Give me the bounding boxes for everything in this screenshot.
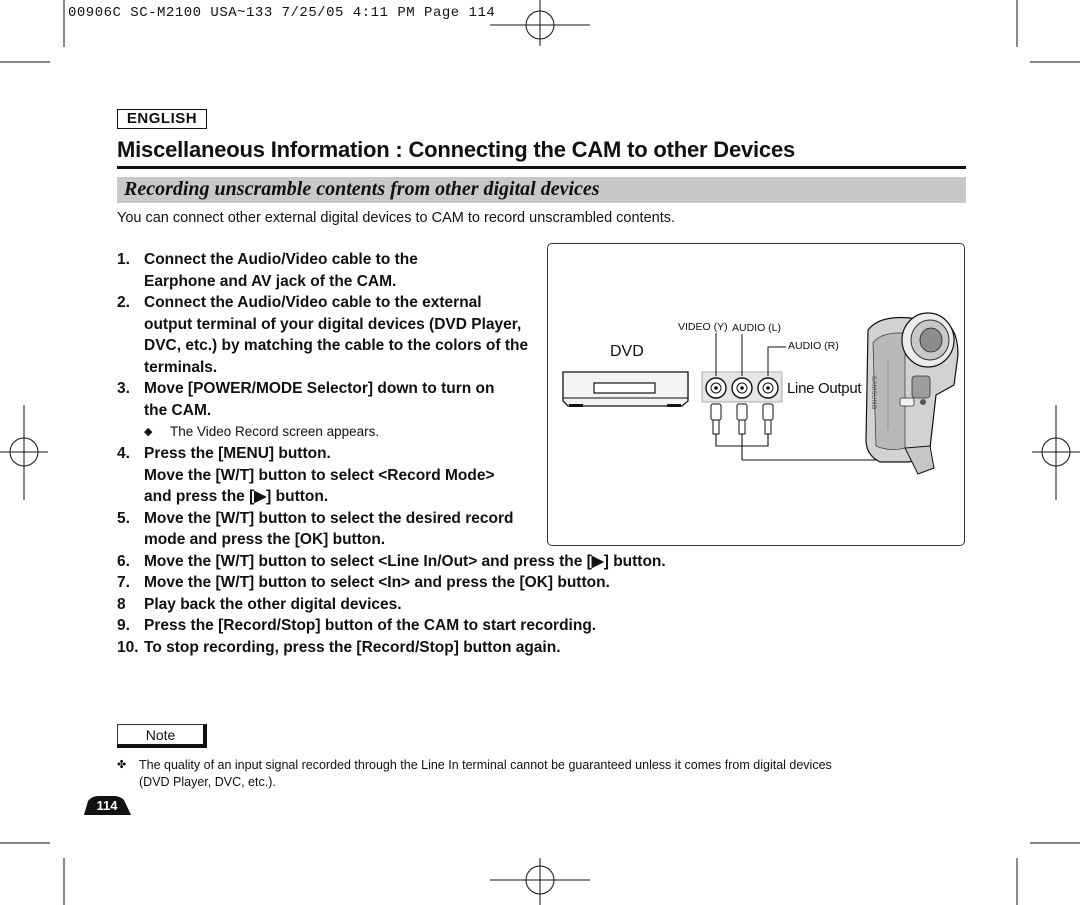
step-text: Press the [Record/Stop] button of the CAM to start recording. <box>144 617 597 634</box>
dvd-label: DVD <box>610 343 644 360</box>
step-sub-text: The Video Record screen appears. <box>170 424 380 439</box>
camcorder-brand-text: SAMSUNG <box>870 376 876 410</box>
step-text: Move the [W/T] button to select <Line In/Out> and press the [▶] button. <box>144 552 666 570</box>
line-output-label: Line Output <box>787 380 862 397</box>
step-text: Play back the other digital devices. <box>144 595 402 613</box>
section-title: Recording unscramble contents from other digital devices <box>124 178 600 200</box>
video-jack-label: VIDEO (Y) <box>678 321 728 333</box>
step-text: the CAM. <box>144 401 212 419</box>
step-number: 3. <box>117 380 130 397</box>
note-badge: Note <box>117 724 207 748</box>
page-number: 114 <box>96 798 118 813</box>
step-text: Move the [W/T] button to select <Record Mode> <box>144 466 495 484</box>
step-text: Connect the Audio/Video cable to the <box>144 251 418 268</box>
step-number: 4. <box>117 445 130 462</box>
step-number: 7. <box>117 574 130 591</box>
step-text: Move [POWER/MODE Selector] down to turn on <box>144 380 495 397</box>
step-text: Move the [W/T] button to select <In> and press the [OK] button. <box>144 574 610 591</box>
language-badge: ENGLISH <box>117 109 207 129</box>
printer-header: 00906C SC-M2100 USA~133 7/25/05 4:11 PM Page 114 <box>68 5 496 21</box>
step-text: Earphone and AV jack of the CAM. <box>144 272 397 290</box>
step-text: terminals. <box>144 358 218 376</box>
step-text: Move the [W/T] button to select the desired record <box>144 509 514 527</box>
step-number: 6. <box>117 552 130 570</box>
diamond-bullet-icon: ◆ <box>144 426 153 438</box>
step-text: output terminal of your digital devices (DVD Player, <box>144 315 522 333</box>
intro-text: You can connect other external digital devices to CAM to record unscrambled contents. <box>117 210 676 226</box>
step-number: 2. <box>117 294 130 311</box>
step-number: 10. <box>117 638 139 656</box>
step-text: To stop recording, press the [Record/Stop] button again. <box>144 638 561 656</box>
step-number: 9. <box>117 617 130 634</box>
step-text: Connect the Audio/Video cable to the external <box>144 294 482 311</box>
step-text: mode and press the [OK] button. <box>144 531 386 548</box>
step-text: and press the [▶] button. <box>144 488 329 505</box>
step-number: 5. <box>117 509 130 527</box>
audio-left-jack-label: AUDIO (L) <box>732 322 782 334</box>
note-line: (DVD Player, DVC, etc.). <box>139 775 276 789</box>
page-title: Miscellaneous Information : Connecting the CAM to other Devices <box>117 137 796 162</box>
note-bullet-icon: ✤ <box>117 759 127 771</box>
note-line: The quality of an input signal recorded through the Line In terminal cannot be guaranteed unless it comes from digital devices <box>139 758 832 772</box>
step-text: Press the [MENU] button. <box>144 445 331 462</box>
audio-right-jack-label: AUDIO (R) <box>788 340 839 352</box>
step-text: DVC, etc.) by matching the cable to the colors of the <box>144 337 529 354</box>
step-number: 8 <box>117 595 126 613</box>
step-number: 1. <box>117 251 130 268</box>
